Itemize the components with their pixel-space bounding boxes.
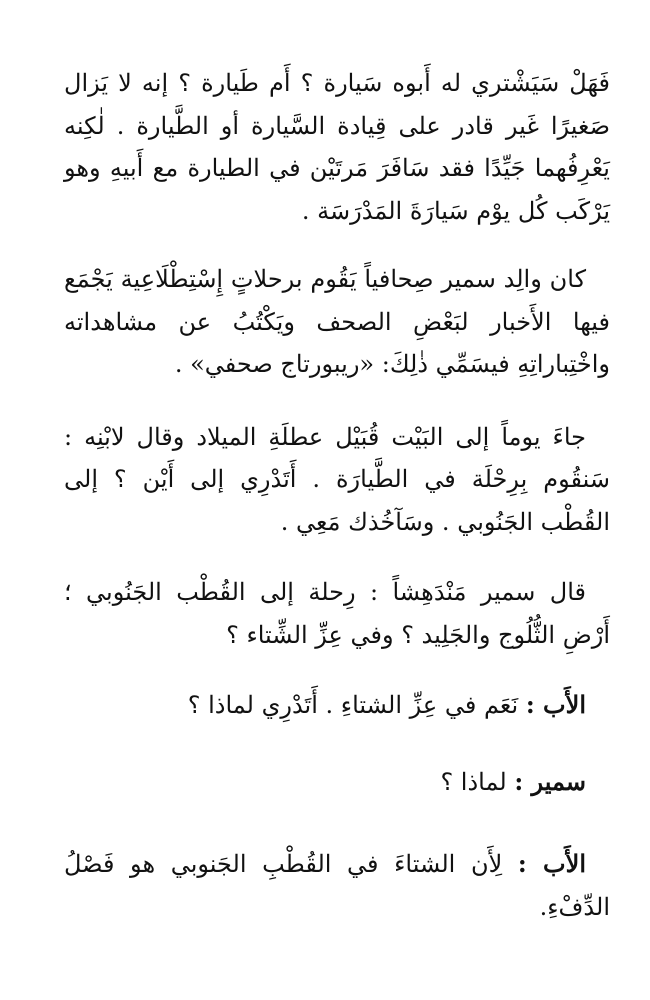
- paragraph-2: كان والِد سمير صِحافياً يَقُوم برحلاتٍ إِسْتِطْلَاعِية يَجْمَع فيها الأَخبار لبَعْضِ الصحف ويَكْتُبُ عن مشاهداته واخْتِباراتِهِ فيسَمِّي ذٰلِكَ: «ريبورتاج صحفي» .: [64, 265, 610, 378]
- dialogue-speaker: سمير :: [514, 766, 586, 796]
- paragraph-1: فَهَلْ سَيَشْتري له أَبوه سَيارة ؟ أَم طَيارة ؟ إنه لا يَزال صَغيرًا غَير قادر على قِيادة السَّيارة أو الطَّيارة . لٰكِنه يَعْرِفُهما جَيِّدًا فقد سَافَرَ مَرتَيْن في الطيارة مع أَبيهِ وهو يَرْكَب كُل يوْم سَيارَةَ المَدْرَسَة .: [64, 69, 610, 225]
- paragraph-4: قال سمير مَنْدَهِشاً : رِحلة إلى القُطْب الجَنُوبي ؛ أَرْضِ الثُّلُوج والجَلِيد ؟ وفي عِزِّ الشِّتاء ؟: [64, 578, 610, 649]
- dialogue-text: لماذا ؟: [440, 767, 507, 796]
- dialogue-text: لِأَن الشتاءَ في القُطْبِ الجَنوبي هو فَصْلُ الدِّفْءِ.: [64, 850, 610, 921]
- dialogue-speaker: الأَب :: [517, 849, 586, 878]
- book-page: [64, 62, 610, 928]
- dialogue-line-2: [64, 761, 610, 804]
- dialogue-line-3: [64, 843, 610, 928]
- dialogue-line-1: [64, 684, 610, 727]
- dialogue-speaker: الأَب :: [525, 690, 586, 719]
- dialogue-text: نَعَم في عِزِّ الشتاءِ . أَتَدْرِي لماذا ؟: [187, 691, 519, 719]
- paragraph-3: جاءَ يوماً إلى البَيْت قُبَيْل عطلَةِ الميلاد وقال لابْنِه : سَنقُوم بِرِحْلَة في الطَّيارَة . أَتَدْرِي إلى أَيْن ؟ إلى القُطْب الجَنُوبي . وسَآخُذك مَعِي .: [64, 422, 610, 536]
